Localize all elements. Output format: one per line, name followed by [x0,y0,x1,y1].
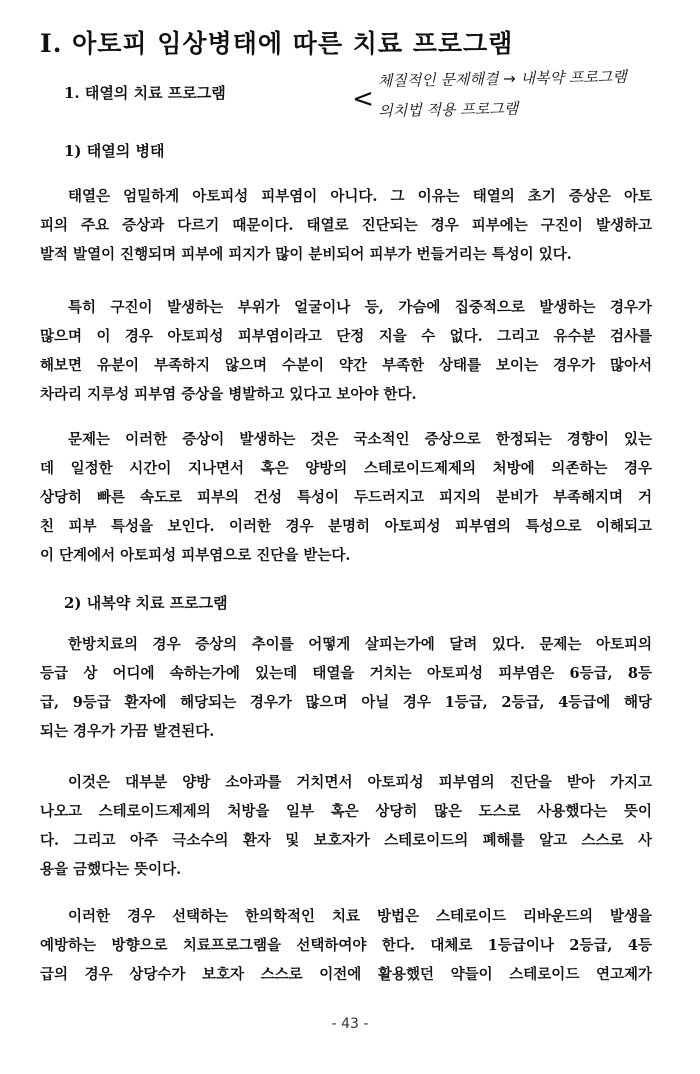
paragraph-line: 이것은 대부분 양방 소아과를 거치면서 아토피성 피부염의 진단을 받아 가지고 [68,774,652,791]
paragraph-line: 데 일정한 시간이 지나면서 혹은 양방의 스테로이드제제의 처방에 의존하는 경우 [40,460,652,477]
paragraph-line: 태열은 엄밀하게 아토피성 피부염이 아니다. 그 이유는 태열의 초기 증상은 아토 [68,188,652,205]
paragraph-line: 차라리 지루성 피부염 증상을 병발하고 있다고 보아야 한다. [40,386,417,403]
paragraph-line: 이 단계에서 아토피성 피부염으로 진단을 받는다. [40,547,351,564]
paragraph-line: 특히 구진이 발생하는 부위가 얼굴이나 등, 가슴에 집중적으로 발생하는 경우가 [68,299,652,316]
paragraph [40,630,652,746]
paragraph-line: 상당히 빠른 속도로 피부의 건성 특성이 두드러지고 피지의 분비가 부족해지며 거 [40,489,652,506]
paragraph-line: 급의 경우 상당수가 보호자 스스로 이전에 활용했던 약들이 스테로이드 연고제가 [40,966,652,983]
paragraph-line: 많으며 이 경우 아토피성 피부염이라고 단정 지을 수 없다. 그리고 유수분 검사를 [40,328,652,345]
page-number: - 43 - [331,1016,369,1032]
paragraph-line: 해보면 유분이 부족하지 않으며 수분이 약간 부족한 상태를 보이는 경우가 많아서 [40,357,652,374]
paragraph [40,902,652,989]
paragraph-line: 피의 주요 증상과 다르기 때문이다. 태열로 진단되는 경우 피부에는 구진이 발생하고 [40,217,652,234]
paragraph [40,768,652,884]
paragraph-line: 다. 그리고 아주 극소수의 환자 및 보호자가 스테로이드의 폐해를 알고 스스로 사 [40,832,652,849]
paragraph-line: 한방치료의 경우 증상의 추이를 어떻게 살피는가에 달려 있다. 문제는 아토피의 [68,636,652,653]
paragraph-line: 등급 상 어디에 속하는가에 있는데 태열을 거치는 아토피성 피부염은 6등급, 8등 [40,665,652,682]
page-title: I. 아토피 임상병태에 따른 치료 프로그램 [40,29,514,58]
paragraph-line: 문제는 이러한 증상이 발생하는 것은 국소적인 증상으로 한정되는 경향이 있는 [68,431,652,448]
section-heading-1: 1. 태열의 치료 프로그램 [64,84,226,102]
paragraph-line: 이러한 경우 선택하는 한의학적인 치료 방법은 스테로이드 리바운드의 발생을 [68,908,652,925]
paragraph [40,293,652,409]
handwritten-annotation [351,62,627,127]
annotation-line-1: 체질적인 문제해결 → 내복약 프로그램 [377,67,627,90]
bracket-glyph: < [351,84,375,115]
paragraph-line: 용을 금했다는 뜻이다. [40,861,182,878]
subsection-heading-1: 1) 태열의 병태 [64,142,165,160]
paragraph-line: 예방하는 방향으로 치료프로그램을 선택하여야 한다. 대체로 1등급이나 2등급, 4등 [40,937,652,954]
paragraph [40,182,652,269]
paragraph-line: 발적 발열이 진행되며 피부에 피지가 많이 분비되어 피부가 번들거리는 특성이 있다. [40,246,572,263]
paragraph-line: 친 피부 특성을 보인다. 이러한 경우 분명히 아토피성 피부염의 특성으로 이해되고 [40,518,652,535]
paragraph [40,425,652,570]
annotation-line-2: 의치법 적용 프로그램 [378,99,519,120]
paragraph-line: 나오고 스테로이드제제의 처방을 일부 혹은 상당히 많은 도스로 사용했다는 뜻이 [40,803,652,820]
subsection-heading-2: 2) 내복약 치료 프로그램 [64,594,228,612]
paragraph-line: 되는 경우가 가끔 발견된다. [40,723,215,740]
paragraph-line: 급, 9등급 환자에 해당되는 경우가 많으며 아닐 경우 1등급, 2등급, 4등급에 해당 [40,694,652,711]
